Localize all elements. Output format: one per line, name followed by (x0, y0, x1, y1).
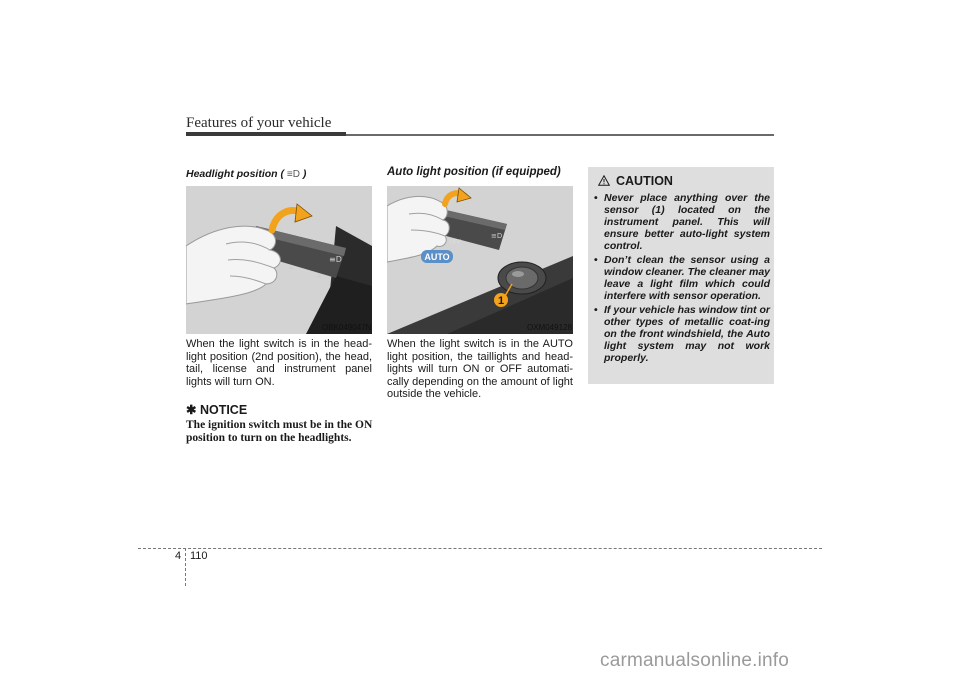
caution-title-text: CAUTION (616, 174, 673, 188)
footer-rule (138, 548, 822, 549)
header-rule-light (346, 134, 774, 136)
caution-item: • If your vehicle has window tint or other types of metallic coat-ing on the front windshield, the Auto light system may not work properly. (594, 304, 770, 364)
headlight-switch-illustration (186, 186, 372, 334)
headlight-heading-prefix: Headlight position ( (186, 168, 284, 180)
auto-badge-label: AUTO (424, 252, 450, 262)
headlight-symbol-icon: ≡D (286, 169, 300, 180)
footer-divider (185, 548, 186, 586)
page-number: 110 (190, 550, 208, 562)
switch-off-label: OFF (449, 240, 461, 246)
section-title: Features of your vehicle (186, 115, 332, 131)
auto-light-body-text: When the light switch is in the AUTO light position, the taillights and head-lights will turn ON or OFF automati-cally depending on the amount of light outside the vehicle. (387, 338, 573, 400)
notice-body-text: The ignition switch must be in the ON position to turn on the headlights. (186, 419, 373, 444)
caution-item: • Don’t clean the sensor using a window cleaner. The cleaner may leave a light film which could interfere with sensor operation. (594, 254, 770, 302)
auto-light-figure-code: OXM049128 (527, 323, 572, 332)
caution-item-text: Don’t clean the sensor using a window cleaner. The cleaner may leave a light film which could interfere with sensor operation. (604, 254, 770, 302)
headlight-heading (186, 168, 306, 180)
caution-title (600, 174, 673, 188)
caution-item-text: Never place anything over the sensor (1) located on the instrument panel. This will ensure better auto-light system control. (604, 192, 770, 252)
caution-item: • Never place anything over the sensor (1) located on the instrument panel. This will ensure better auto-light system control. (594, 192, 770, 252)
caution-item-text: If your vehicle has window tint or other types of metallic coat-ing on the front windshield, the Auto light system may not work properly. (604, 304, 770, 364)
sensor-number-label: 1 (497, 295, 505, 307)
auto-light-illustration (387, 186, 573, 334)
caution-list (594, 192, 770, 366)
watermark: carmanualsonline.info (600, 650, 790, 671)
auto-light-figure (387, 186, 573, 334)
headlight-switch-figure (186, 186, 372, 334)
headlight-body-text: When the light switch is in the head-light position (2nd position), the head, tail, license and instrument panel lights will turn ON. (186, 338, 372, 388)
headlight-figure-code: OBK049047N (322, 323, 372, 332)
svg-text:≡D: ≡D (329, 255, 342, 264)
chapter-number: 4 (175, 550, 182, 562)
svg-text:≡D: ≡D (491, 232, 503, 240)
headlight-heading-suffix: ) (302, 168, 307, 180)
header-rule-dark (186, 132, 346, 136)
notice-title: ✱ NOTICE (186, 403, 248, 417)
auto-light-heading: Auto light position (if equipped) (387, 166, 561, 178)
